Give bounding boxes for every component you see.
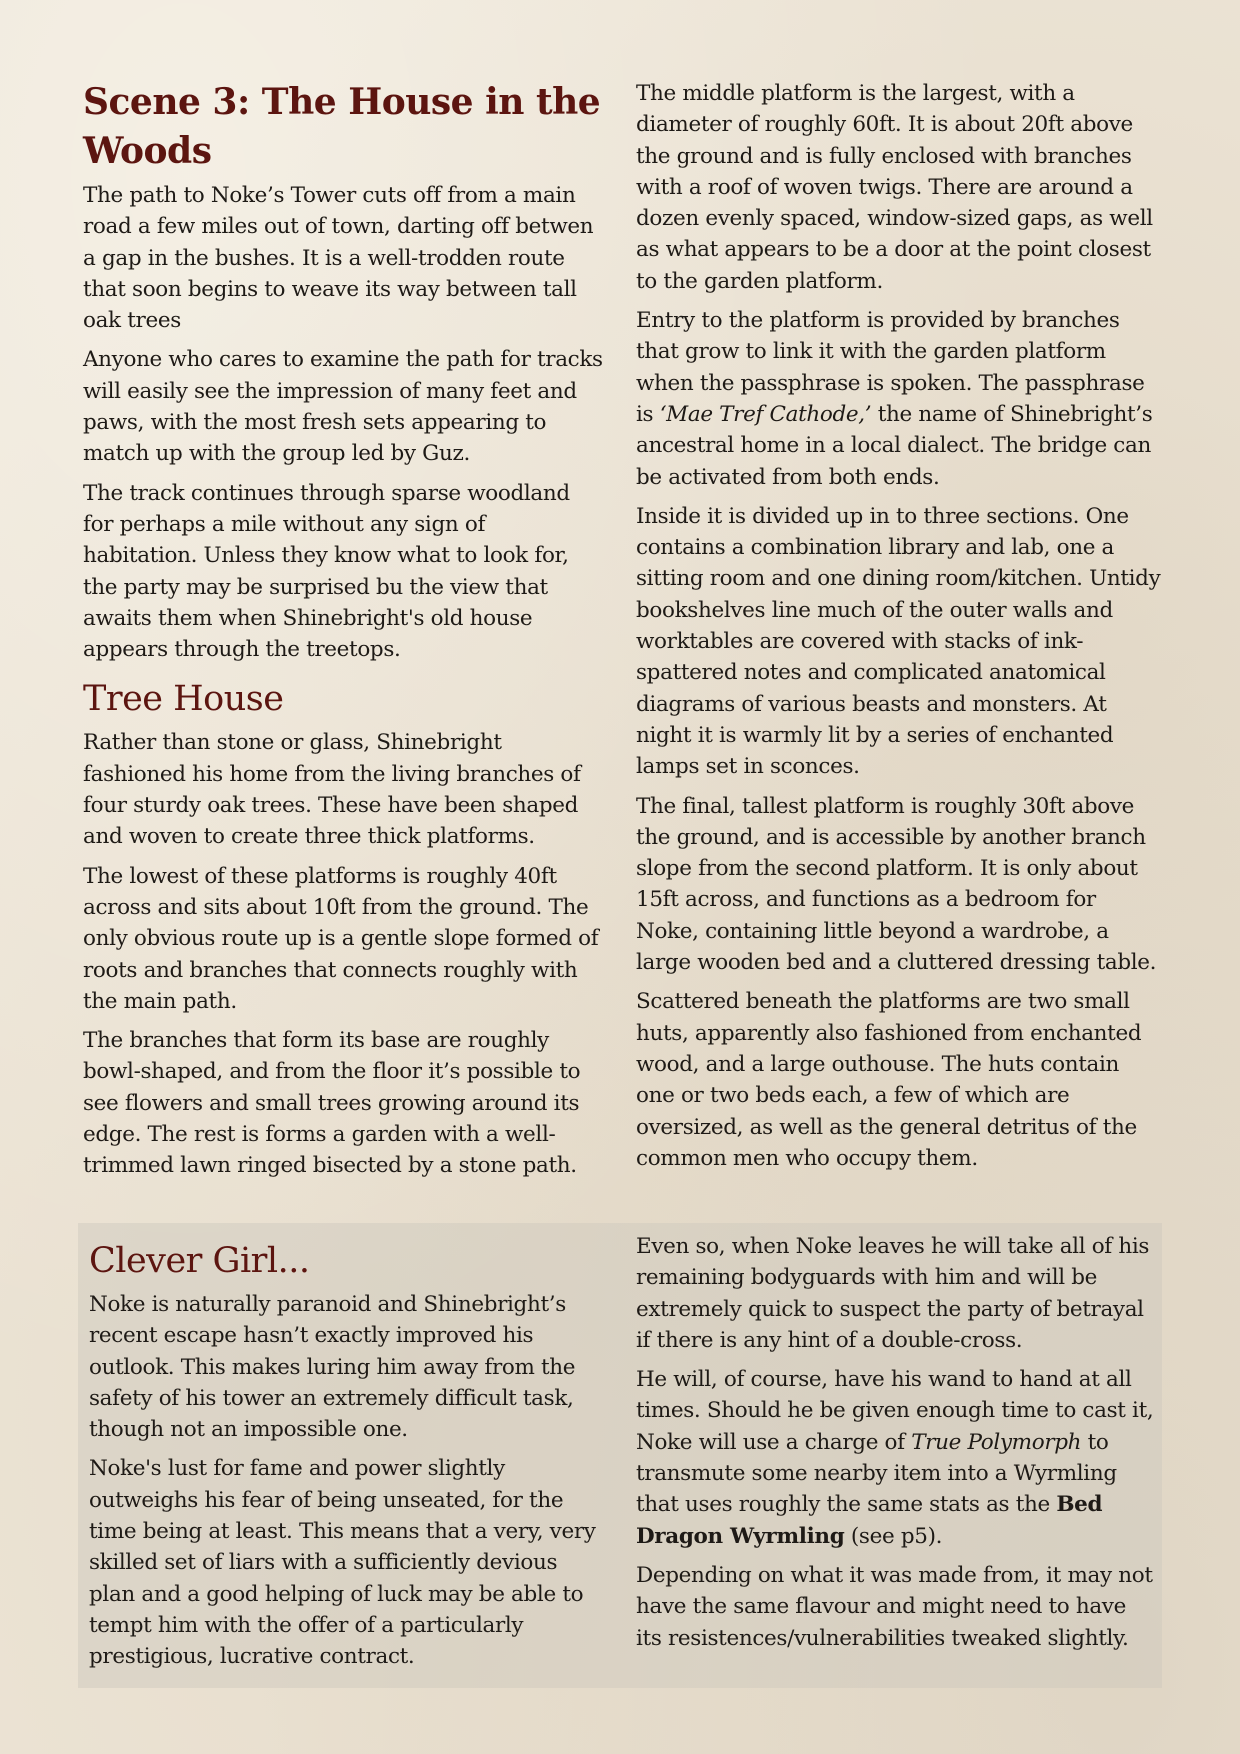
paragraph: Noke's lust for fame and power slightly outweighs his fear of being unseated, for the time being at least. This means that a very, very skilled set of liars with a sufficiently devious plan and a good helping of luck may be able to tempt him with the offer of a particularly prestigious, lucrative contract.: [89, 1456, 596, 1670]
right-column: [636, 78, 1161, 1182]
text-run: Entry to the platform is provided by branches that grow to link it with the garden platform when the passphrase is spoken. The passphrase is: [636, 308, 1145, 427]
paragraph: The middle platform is the largest, with a diameter of roughly 60ft. It is about 20ft above the ground and is fully enclosed with branches with a roof of woven twigs. There are around a dozen evenly spaced, window-sized gaps, as well as what appears to be a door at the point closest to the garden platform.: [636, 81, 1153, 294]
section-heading: Tree House: [83, 679, 284, 720]
sidebar-heading: Clever Girl...: [89, 1241, 310, 1281]
paragraph: The final, tallest platform is roughly 30ft above the ground, and is accessible by another branch slope from the second platform. It is only about 15ft across, and functions as a bedroom for Noke, containing little beyond a wardrobe, a large wooden bed and a cluttered dressing table.: [636, 793, 1157, 976]
sidebar-left-column: [89, 1239, 609, 1681]
paragraph: Even so, when Noke leaves he will take all of his remaining bodyguards with him and will be extremely quick to suspect the party of betrayal if there is any hint of a double-cross.: [636, 1234, 1150, 1353]
paragraph: Inside it is divided up in to three sections. One contains a combination library and lab, one a sitting room and one dining room/kitchen. Untidy bookshelves line much of the outer walls and worktables are covered with stacks of ink-spattered notes and complicated anatomical diagrams of various beasts and monsters. At night it is warmly lit by a series of enchanted lamps set in sconces.: [636, 503, 1161, 780]
paragraph: Scattered beneath the platforms are two small huts, apparently also fashioned from enchanted wood, and a large outhouse. The huts contain one or two beds each, a few of which are oversized, as well as the general detritus of the common men who occupy them.: [636, 989, 1142, 1171]
monster-name: Bed Dragon Wyrmling: [636, 1492, 1103, 1549]
sidebar-box: [78, 1223, 1162, 1688]
paragraph: Noke is naturally paranoid and Shinebright’s recent escape hasn’t exactly improved his outlook. This makes luring him away from the safety of his tower an extremely difficult task, though not an impossible one.: [89, 1292, 576, 1443]
passphrase-text: ‘Mae Tref Cathode,’: [659, 401, 872, 427]
paragraph: [636, 305, 1161, 493]
paragraph: Depending on what it was made from, it may not have the same flavour and might need to have its resistences/vulnerabilities tweaked slightly.: [636, 1562, 1153, 1651]
paragraph: Rather than stone or glass, Shinebright fashioned his home from the living branches of four sturdy oak trees. These have been shaped and woven to create three thick platforms.: [83, 730, 581, 850]
text-run: the name of Shinebright’s ancestral home in a local dialect. The bridge can be activated from both ends.: [636, 401, 1153, 490]
paragraph: The track continues through sparse woodland for perhaps a mile without any sign of habitation. Unless they know what to look for, the party may be surprised bu the view that awaits them when Shinebright's old house appears through the treetops.: [83, 480, 570, 663]
paragraph: The branches that form its base are roughly bowl-shaped, and from the floor it’s possible to see flowers and small trees growing around its edge. The rest is forms a garden with a well-trimmed lawn ringed bisected by a stone path.: [83, 1028, 581, 1179]
scene-title: Scene 3: The House in the Woods: [83, 81, 601, 172]
text-run: (see p5).: [844, 1523, 943, 1549]
paragraph: Anyone who cares to examine the path for tracks will easily see the impression of many feet and paws, with the most fresh sets appearing to match up with the group led by Guz.: [83, 347, 603, 467]
left-column: [83, 78, 603, 1190]
text-run: to transmute some nearby item into a Wyrmling that uses roughly the same stats as the: [636, 1429, 1117, 1518]
paragraph: The lowest of these platforms is roughly 40ft across and sits about 10ft from the ground. The only obvious route up is a gentle slope formed of roots and branches that connects roughly with the main path.: [83, 863, 599, 1014]
spell-name: True Polymorph: [911, 1429, 1082, 1455]
text-run: He will, of course, have his wand to hand at all times. Should he be given enough time to cast it, Noke will use a charge of: [636, 1367, 1154, 1455]
paragraph: The path to Noke’s Tower cuts off from a main road a few miles out of town, darting off betwen a gap in the bushes. It is a well-trodden route that soon begins to weave its way between tall oak trees: [83, 183, 594, 334]
sidebar-right-column: [636, 1231, 1156, 1662]
paragraph: [636, 1364, 1156, 1552]
